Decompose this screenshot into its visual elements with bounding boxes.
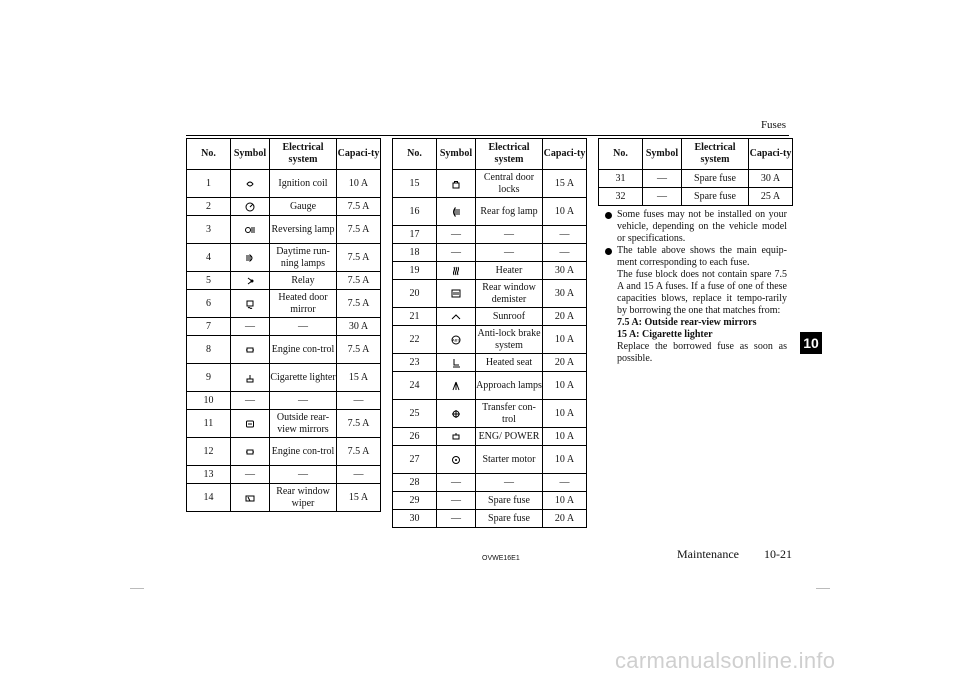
electrical-system-cell: Heater — [476, 262, 543, 280]
capacity-cell: 15 A — [337, 364, 381, 392]
fuse-number-cell: 1 — [187, 170, 231, 198]
fuse-number-cell: 29 — [393, 492, 437, 510]
fuse-number-cell: 22 — [393, 326, 437, 354]
capacity-cell: 20 A — [543, 510, 587, 528]
electrical-system-cell: ENG/ POWER — [476, 428, 543, 446]
electrical-system-cell: Engine con-trol — [270, 336, 337, 364]
table-row — [393, 372, 587, 400]
heater-icon — [437, 266, 475, 276]
symbol-cell: — — [437, 510, 476, 528]
table-row — [393, 400, 587, 428]
table-row — [393, 226, 587, 244]
table-row — [187, 392, 381, 410]
electrical-system-cell: Central door locks — [476, 170, 543, 198]
fuse-number-cell: 24 — [393, 372, 437, 400]
capacity-cell: 20 A — [543, 354, 587, 372]
electrical-system-cell: Starter motor — [476, 446, 543, 474]
symbol-cell: — — [437, 474, 476, 492]
svg-text:ABS: ABS — [451, 337, 461, 342]
note-item — [605, 245, 787, 365]
capacity-cell: 7.5 A — [337, 272, 381, 290]
capacity-cell: 7.5 A — [337, 198, 381, 216]
symbol-cell — [437, 280, 476, 308]
column-header-symbol: Symbol — [437, 139, 476, 170]
column-header-capacity: Capaci-ty — [337, 139, 381, 170]
note-item — [605, 209, 787, 245]
table-row — [187, 198, 381, 216]
table-row — [393, 280, 587, 308]
fuse-number-cell: 11 — [187, 410, 231, 438]
capacity-cell: — — [337, 466, 381, 484]
outside-mirror-icon — [231, 419, 269, 429]
fuse-number-cell: 5 — [187, 272, 231, 290]
symbol-cell — [437, 326, 476, 354]
symbol-cell — [231, 170, 270, 198]
capacity-cell: 10 A — [337, 170, 381, 198]
capacity-cell: 7.5 A — [337, 410, 381, 438]
fuse-number-cell: 4 — [187, 244, 231, 272]
table-row — [393, 308, 587, 326]
abs-icon — [437, 335, 475, 345]
fuse-table-1 — [186, 138, 381, 512]
electrical-system-cell: Spare fuse — [682, 188, 749, 206]
table-row — [187, 466, 381, 484]
document-code: OVWE16E1 — [482, 555, 520, 562]
fuse-number-cell: 2 — [187, 198, 231, 216]
electrical-system-cell: Ignition coil — [270, 170, 337, 198]
symbol-cell — [231, 410, 270, 438]
column-header-electrical: Electrical system — [270, 139, 337, 170]
capacity-cell: 7.5 A — [337, 438, 381, 466]
table-row — [393, 446, 587, 474]
symbol-cell — [437, 198, 476, 226]
capacity-cell: — — [543, 474, 587, 492]
fuse-number-cell: 10 — [187, 392, 231, 410]
fuse-number-cell: 14 — [187, 484, 231, 512]
symbol-cell: — — [643, 188, 682, 206]
table-row — [187, 170, 381, 198]
table-header-row — [187, 139, 381, 170]
electrical-system-cell: Rear window demister — [476, 280, 543, 308]
watermark: carmanualsonline.info — [615, 648, 836, 673]
electrical-system-cell: Transfer con-trol — [476, 400, 543, 428]
table-row — [393, 492, 587, 510]
capacity-cell: 10 A — [543, 372, 587, 400]
capacity-cell: 7.5 A — [337, 290, 381, 318]
electrical-system-cell: — — [270, 392, 337, 410]
table-row — [187, 290, 381, 318]
column-header-no: No. — [187, 139, 231, 170]
note-bold-line: 7.5 A: Outside rear-view mirrors — [617, 317, 757, 328]
column-header-capacity: Capaci-ty — [749, 139, 793, 170]
fuse-number-cell: 20 — [393, 280, 437, 308]
eng-power-icon — [437, 432, 475, 442]
table-row — [187, 364, 381, 392]
electrical-system-cell: Spare fuse — [476, 492, 543, 510]
table-row — [393, 244, 587, 262]
table-row — [393, 198, 587, 226]
rear-defogger-icon — [437, 289, 475, 299]
fuse-number-cell: 25 — [393, 400, 437, 428]
capacity-cell: 15 A — [543, 170, 587, 198]
electrical-system-cell: — — [270, 466, 337, 484]
bullet-icon — [605, 212, 612, 219]
chapter-tab: 10 — [800, 332, 822, 354]
symbol-cell: — — [231, 392, 270, 410]
capacity-cell: 15 A — [337, 484, 381, 512]
fuse-number-cell: 31 — [599, 170, 643, 188]
table-row — [187, 438, 381, 466]
electrical-system-cell: — — [476, 474, 543, 492]
table-row — [187, 484, 381, 512]
electrical-system-cell: Rear window wiper — [270, 484, 337, 512]
capacity-cell: — — [337, 392, 381, 410]
symbol-cell: — — [437, 226, 476, 244]
table-row — [393, 170, 587, 198]
electrical-system-cell: Approach lamps — [476, 372, 543, 400]
footer-section-title: Maintenance — [677, 547, 739, 561]
table-header-row — [393, 139, 587, 170]
symbol-cell — [437, 170, 476, 198]
table-body — [393, 170, 587, 528]
table-row — [393, 262, 587, 280]
fuse-number-cell: 26 — [393, 428, 437, 446]
symbol-cell: — — [437, 492, 476, 510]
daytime-running-lamp-icon — [231, 253, 269, 263]
symbol-cell — [231, 198, 270, 216]
table-body — [187, 170, 381, 512]
table-row — [393, 474, 587, 492]
column-header-electrical: Electrical system — [682, 139, 749, 170]
electrical-system-cell: Daytime run-ning lamps — [270, 244, 337, 272]
table-row — [393, 428, 587, 446]
column-header-symbol: Symbol — [643, 139, 682, 170]
crop-mark — [816, 588, 830, 589]
capacity-cell: — — [543, 226, 587, 244]
symbol-cell — [231, 216, 270, 244]
ignition-coil-icon — [231, 179, 269, 189]
fuse-number-cell: 32 — [599, 188, 643, 206]
capacity-cell: 7.5 A — [337, 336, 381, 364]
capacity-cell: 10 A — [543, 428, 587, 446]
fuse-number-cell: 3 — [187, 216, 231, 244]
symbol-cell — [231, 244, 270, 272]
table-row — [393, 326, 587, 354]
engine-control-icon — [231, 447, 269, 457]
sunroof-icon — [437, 312, 475, 322]
electrical-system-cell: Spare fuse — [682, 170, 749, 188]
symbol-cell — [437, 354, 476, 372]
symbol-cell — [437, 428, 476, 446]
engine-control-icon — [231, 345, 269, 355]
fuse-number-cell: 23 — [393, 354, 437, 372]
header-rule — [186, 135, 789, 136]
electrical-system-cell: — — [270, 318, 337, 336]
electrical-system-cell: — — [476, 244, 543, 262]
capacity-cell: 10 A — [543, 492, 587, 510]
approach-lamp-icon — [437, 381, 475, 391]
table-row — [599, 188, 793, 206]
fuse-number-cell: 28 — [393, 474, 437, 492]
fuse-number-cell: 19 — [393, 262, 437, 280]
capacity-cell: 7.5 A — [337, 244, 381, 272]
table-row — [187, 318, 381, 336]
electrical-system-cell: Heated door mirror — [270, 290, 337, 318]
column-header-symbol: Symbol — [231, 139, 270, 170]
electrical-system-cell: Engine con-trol — [270, 438, 337, 466]
column-header-no: No. — [599, 139, 643, 170]
note-text-continued: The fuse block does not contain spare 7.5 A and 15 A fuses. If a fuse of one of these capacities blows, replace it tempo-rarily by borrowing the one that matches from: — [617, 269, 787, 316]
symbol-cell: — — [643, 170, 682, 188]
rear-fog-lamp-icon — [437, 207, 475, 217]
table-row — [393, 354, 587, 372]
fuse-number-cell: 17 — [393, 226, 437, 244]
table-row — [187, 410, 381, 438]
table-row — [187, 272, 381, 290]
table-row — [599, 170, 793, 188]
central-door-lock-icon — [437, 179, 475, 189]
symbol-cell — [231, 272, 270, 290]
electrical-system-cell: Cigarette lighter — [270, 364, 337, 392]
fuse-number-cell: 9 — [187, 364, 231, 392]
capacity-cell: 25 A — [749, 188, 793, 206]
capacity-cell: 10 A — [543, 446, 587, 474]
fuse-number-cell: 13 — [187, 466, 231, 484]
fuse-number-cell: 12 — [187, 438, 231, 466]
capacity-cell: 7.5 A — [337, 216, 381, 244]
table-row — [187, 244, 381, 272]
electrical-system-cell: Relay — [270, 272, 337, 290]
gauge-icon — [231, 202, 269, 212]
symbol-cell — [437, 262, 476, 280]
symbol-cell: — — [231, 318, 270, 336]
symbol-cell — [231, 438, 270, 466]
table-row — [393, 510, 587, 528]
fuse-number-cell: 18 — [393, 244, 437, 262]
page-number: 10-21 — [764, 547, 792, 561]
notes-list — [605, 209, 787, 365]
fuse-number-cell: 30 — [393, 510, 437, 528]
electrical-system-cell: Heated seat — [476, 354, 543, 372]
capacity-cell: 10 A — [543, 326, 587, 354]
symbol-cell — [437, 400, 476, 428]
symbol-cell — [231, 484, 270, 512]
electrical-system-cell: Gauge — [270, 198, 337, 216]
note-text: The table above shows the main equip-ment corresponding to each fuse. — [617, 245, 787, 268]
fuse-number-cell: 16 — [393, 198, 437, 226]
page-header-title: Fuses — [760, 119, 786, 131]
capacity-cell: 20 A — [543, 308, 587, 326]
cigarette-lighter-icon — [231, 373, 269, 383]
capacity-cell: 30 A — [543, 262, 587, 280]
electrical-system-cell: Anti-lock brake system — [476, 326, 543, 354]
bullet-icon — [605, 248, 612, 255]
reversing-lamp-icon — [231, 225, 269, 235]
electrical-system-cell: Sunroof — [476, 308, 543, 326]
symbol-cell: — — [437, 244, 476, 262]
electrical-system-cell: Outside rear-view mirrors — [270, 410, 337, 438]
column-header-electrical: Electrical system — [476, 139, 543, 170]
fuse-number-cell: 21 — [393, 308, 437, 326]
fuse-number-cell: 7 — [187, 318, 231, 336]
electrical-system-cell: Rear fog lamp — [476, 198, 543, 226]
fuse-number-cell: 6 — [187, 290, 231, 318]
table-row — [187, 216, 381, 244]
heated-seat-icon — [437, 358, 475, 368]
table-header-row — [599, 139, 793, 170]
fuse-table-3 — [598, 138, 793, 206]
capacity-cell: 30 A — [543, 280, 587, 308]
electrical-system-cell: Spare fuse — [476, 510, 543, 528]
symbol-cell — [231, 290, 270, 318]
table-body — [599, 170, 793, 206]
transfer-control-icon — [437, 409, 475, 419]
symbol-cell — [231, 364, 270, 392]
note-bold-line: 15 A: Cigarette lighter — [617, 329, 713, 340]
capacity-cell: 30 A — [749, 170, 793, 188]
capacity-cell: — — [543, 244, 587, 262]
note-text: Some fuses may not be installed on your vehicle, depending on the vehicle model or specifications. — [617, 209, 787, 244]
capacity-cell: 10 A — [543, 198, 587, 226]
symbol-cell — [437, 446, 476, 474]
column-header-capacity: Capaci-ty — [543, 139, 587, 170]
column-header-no: No. — [393, 139, 437, 170]
fuse-number-cell: 15 — [393, 170, 437, 198]
symbol-cell — [437, 372, 476, 400]
note-text-final: Replace the borrowed fuse as soon as possible. — [617, 341, 787, 364]
relay-icon — [231, 276, 269, 286]
fuse-number-cell: 8 — [187, 336, 231, 364]
starter-motor-icon — [437, 455, 475, 465]
electrical-system-cell: Reversing lamp — [270, 216, 337, 244]
electrical-system-cell: — — [476, 226, 543, 244]
capacity-cell: 30 A — [337, 318, 381, 336]
capacity-cell: 10 A — [543, 400, 587, 428]
rear-wiper-icon — [231, 493, 269, 503]
crop-mark — [130, 588, 144, 589]
table-row — [187, 336, 381, 364]
symbol-cell — [231, 336, 270, 364]
fuse-number-cell: 27 — [393, 446, 437, 474]
fuse-table-2 — [392, 138, 587, 528]
symbol-cell: — — [231, 466, 270, 484]
symbol-cell — [437, 308, 476, 326]
heated-mirror-icon — [231, 299, 269, 309]
